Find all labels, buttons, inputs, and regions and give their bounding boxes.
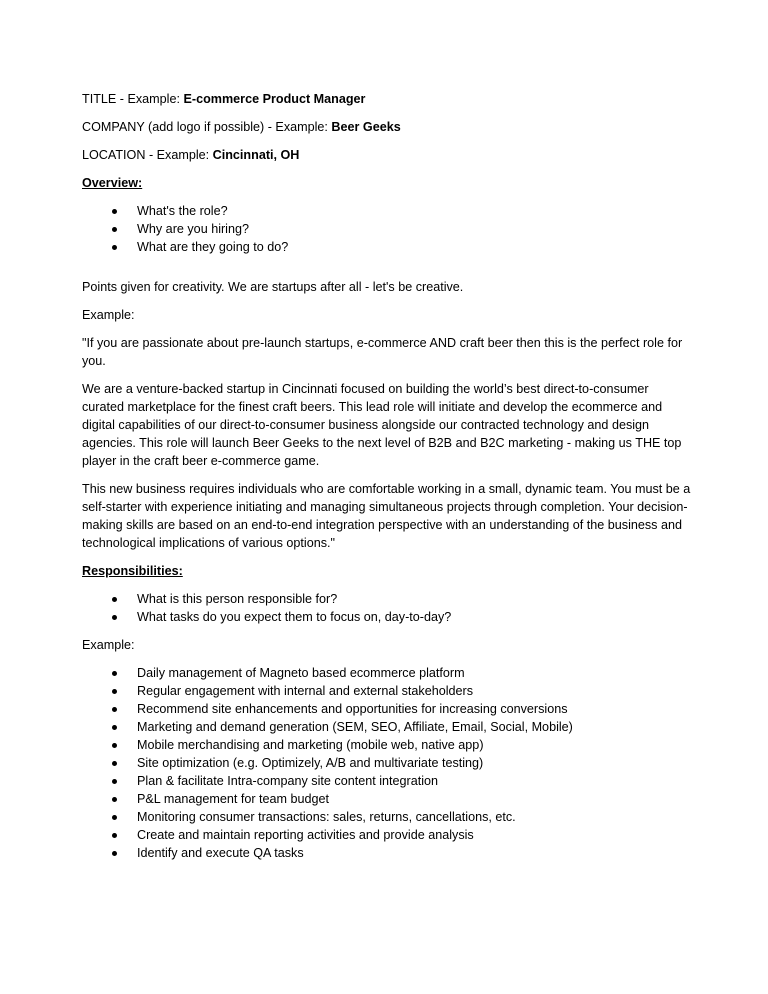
list-item-text: What tasks do you expect them to focus on, day-to-day? bbox=[137, 610, 452, 624]
bullet-icon bbox=[112, 615, 117, 620]
title-line bbox=[82, 90, 692, 108]
list-item bbox=[82, 718, 692, 736]
list-item bbox=[82, 238, 692, 256]
list-item bbox=[82, 826, 692, 844]
example-paragraph: This new business requires individuals who are comfortable working in a small, dynamic team. You must be a self-starter with experience initiating and managing simultaneous projects through completion. Your decision-making skills are based on an end-to-end integration perspective with an understanding of the business and technological implications of various options." bbox=[82, 482, 691, 550]
responsibilities-heading bbox=[82, 562, 692, 580]
company-value: Beer Geeks bbox=[331, 120, 401, 134]
list-item bbox=[82, 844, 692, 862]
list-item-text: Identify and execute QA tasks bbox=[137, 846, 304, 860]
list-item bbox=[82, 220, 692, 238]
list-item-text: What's the role? bbox=[137, 204, 228, 218]
example-label: Example: bbox=[82, 638, 135, 652]
bullet-icon bbox=[112, 671, 117, 676]
example-paragraph: We are a venture-backed startup in Cincinnati focused on building the world’s best direct-to-consumer curated marketplace for the finest craft beers. This lead role will initiate and develop the ecommerce and digital capabilities of our direct-to-consumer business alongside our contracted technology and design agencies. This role will launch Beer Geeks to the next level of B2B and B2C marketing - making us THE top player in the craft beer e-commerce game. bbox=[82, 382, 682, 468]
list-item bbox=[82, 608, 692, 626]
list-item bbox=[82, 772, 692, 790]
bullet-icon bbox=[112, 761, 117, 766]
list-item-text: Create and maintain reporting activities and provide analysis bbox=[137, 828, 474, 842]
location-line bbox=[82, 146, 692, 164]
example-label: Example: bbox=[82, 308, 135, 322]
bullet-icon bbox=[112, 797, 117, 802]
list-item bbox=[82, 590, 692, 608]
bullet-icon bbox=[112, 779, 117, 784]
location-label: LOCATION - Example: bbox=[82, 148, 213, 162]
list-item bbox=[82, 754, 692, 772]
bullet-icon bbox=[112, 743, 117, 748]
overview-heading-text: Overview: bbox=[82, 176, 143, 190]
example-task-list bbox=[82, 664, 692, 862]
list-item bbox=[82, 700, 692, 718]
bullet-icon bbox=[112, 597, 117, 602]
list-item bbox=[82, 202, 692, 220]
bullet-icon bbox=[112, 815, 117, 820]
list-item bbox=[82, 682, 692, 700]
bullet-icon bbox=[112, 851, 117, 856]
bullet-icon bbox=[112, 245, 117, 250]
title-label: TITLE - Example: bbox=[82, 92, 184, 106]
bullet-icon bbox=[112, 209, 117, 214]
bullet-icon bbox=[112, 833, 117, 838]
company-label: COMPANY (add logo if possible) - Example: bbox=[82, 120, 332, 134]
list-item-text: What are they going to do? bbox=[137, 240, 289, 254]
bullet-icon bbox=[112, 707, 117, 712]
bullet-icon bbox=[112, 689, 117, 694]
overview-heading bbox=[82, 174, 692, 192]
document-page bbox=[82, 90, 692, 872]
list-item bbox=[82, 736, 692, 754]
list-item bbox=[82, 790, 692, 808]
overview-list bbox=[82, 202, 692, 256]
list-item-text: Recommend site enhancements and opportunities for increasing conversions bbox=[137, 702, 568, 716]
list-item-text: Why are you hiring? bbox=[137, 222, 249, 236]
bullet-icon bbox=[112, 725, 117, 730]
list-item-text: Daily management of Magneto based ecommerce platform bbox=[137, 666, 465, 680]
company-line bbox=[82, 118, 692, 136]
location-value: Cincinnati, OH bbox=[212, 148, 300, 162]
bullet-icon bbox=[112, 227, 117, 232]
list-item-text: Site optimization (e.g. Optimizely, A/B and multivariate testing) bbox=[137, 756, 484, 770]
responsibilities-heading-text: Responsibilities: bbox=[82, 564, 183, 578]
title-value: E-commerce Product Manager bbox=[183, 92, 366, 106]
responsibilities-list bbox=[82, 590, 692, 626]
list-item-text: Regular engagement with internal and external stakeholders bbox=[137, 684, 474, 698]
list-item-text: Mobile merchandising and marketing (mobile web, native app) bbox=[137, 738, 484, 752]
list-item-text: P&L management for team budget bbox=[137, 792, 330, 806]
list-item bbox=[82, 664, 692, 682]
list-item-text: Marketing and demand generation (SEM, SEO, Affiliate, Email, Social, Mobile) bbox=[137, 720, 573, 734]
list-item bbox=[82, 808, 692, 826]
list-item-text: Plan & facilitate Intra-company site content integration bbox=[137, 774, 439, 788]
list-item-text: Monitoring consumer transactions: sales, returns, cancellations, etc. bbox=[137, 810, 516, 824]
list-item-text: What is this person responsible for? bbox=[137, 592, 338, 606]
creativity-note: Points given for creativity. We are startups after all - let's be creative. bbox=[82, 280, 464, 294]
example-paragraph: "If you are passionate about pre-launch startups, e-commerce AND craft beer then this is the perfect role for you. bbox=[82, 336, 683, 368]
